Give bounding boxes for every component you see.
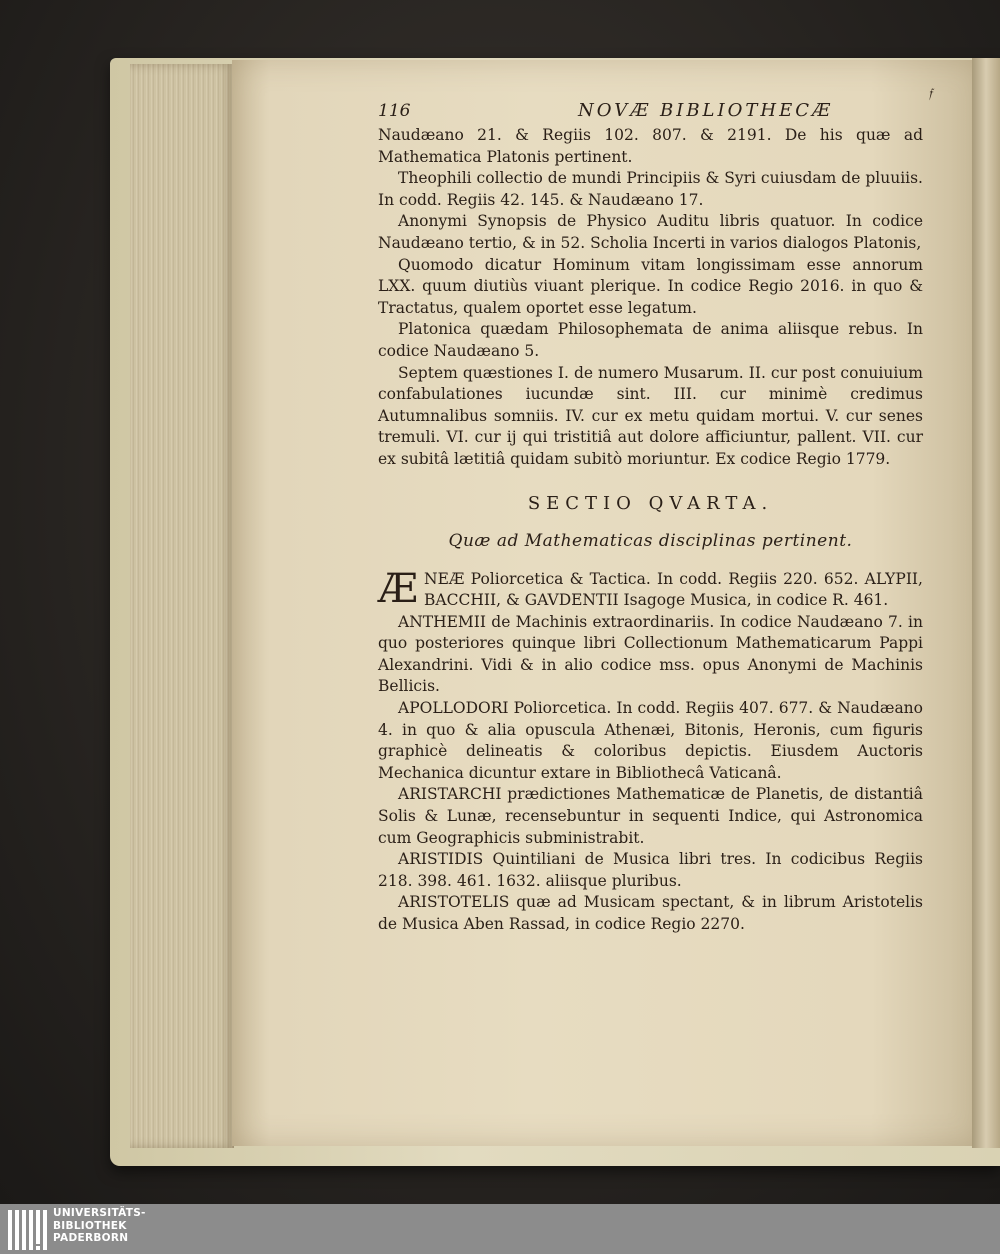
page-header [378, 100, 923, 124]
page-stack-edge [130, 64, 234, 1148]
entry-paragraph: Theophili collectio de mundi Principiis & Syri cuiusdam de pluuiis. In codd. Regiis 42. 145. & Naudæano 17. [378, 169, 923, 209]
library-name-line: PADERBORN [53, 1232, 129, 1244]
section-subtitle: Quæ ad Mathematicas disciplinas pertinent. [448, 530, 853, 551]
library-name [53, 1207, 146, 1245]
entry-paragraph: Anonymi Synopsis de Physico Auditu libris quatuor. In codice Naudæano tertio, & in 52. Scholia Incerti in varios dialogos Platonis, [378, 212, 923, 252]
entry-paragraph [378, 565, 923, 612]
library-logo-icon [6, 1206, 50, 1252]
section-title: SECTIO QVARTA. [527, 492, 774, 514]
entry-paragraph: Quomodo dicatur Hominum vitam longissimam esse annorum LXX. quum diutiùs viuant plerique. In codice Regio 2016. in quo & Tractatus, qualem oportet esse legatum. [378, 255, 923, 317]
library-name-line: UNIVERSITÄTS- [53, 1207, 146, 1219]
entry-text: NEÆ Poliorcetica & Tactica. In codd. Regiis 220. 652. ALYPII, BACCHII, & GAVDENTII Isagoge Musica, in codice R. 461. [424, 569, 923, 610]
entry-paragraph: ARISTIDIS Quintiliani de Musica libri tres. In codicibus Regiis 218. 398. 461. 1632. aliisque pluribus. [378, 850, 923, 890]
entry-paragraph: Naudæano 21. & Regiis 102. 807. & 2191. De his quæ ad Mathematica Platonis pertinent. [378, 126, 923, 166]
entry-paragraph: Septem quæstiones I. de numero Musarum. II. cur post conuiuium confabulationes iucundæ sint. III. cur minimè credimus Autumnalibus somniis. IV. cur ex metu quidam mortui. V. cur senes tremuli. VI. cur ij qui tristitiâ aut dolore afficiuntur, pallent. VII. cur ex subitâ lætitiâ quidam subitò moriuntur. Ex codice Regio 1779. [378, 363, 923, 468]
library-name-line: BIBLIOTHEK [53, 1219, 127, 1232]
entry-paragraph: ANTHEMII de Machinis extraordinariis. In codice Naudæano 7. in quo posteriores quinque libri Collectionum Mathematicarum Pappi Alexandrini. Vidi & in alio codice mss. opus Anonymi de Machinis Bellicis. [378, 612, 923, 696]
page-text [378, 100, 923, 936]
running-head: NOVÆ BIBLIOTHECÆ [578, 100, 833, 121]
library-footer-band [0, 1204, 1000, 1254]
entry-paragraph: ARISTOTELIS quæ ad Musicam spectant, & in librum Aristotelis de Musica Aben Rassad, in codice Regio 2270. [378, 893, 923, 933]
drop-cap: Æ [378, 565, 419, 612]
entry-paragraph: APOLLODORI Poliorcetica. In codd. Regiis 407. 677. & Naudæano 4. in quo & alia opuscula Athenæi, Bitonis, Heronis, cum figuris graphicè delineatis & coloribus depictis. Eiusdem Auctoris Mechanica dicuntur extare in Bibliothecâ Vaticanâ. [378, 699, 923, 782]
entry-paragraph: Platonica quædam Philosophemata de anima aliisque rebus. In codice Naudæano 5. [378, 320, 923, 360]
gutter-next-page [972, 58, 1000, 1148]
corner-mark: 𝔣 [928, 86, 933, 102]
entry-paragraph: ARISTARCHI prædictiones Mathematicæ de Planetis, de distantiâ Solis & Lunæ, recensebuntur in sequenti Indice, qui Astronomica cum Geographicis subministrabit. [378, 785, 923, 847]
page-number: 116 [378, 101, 411, 121]
